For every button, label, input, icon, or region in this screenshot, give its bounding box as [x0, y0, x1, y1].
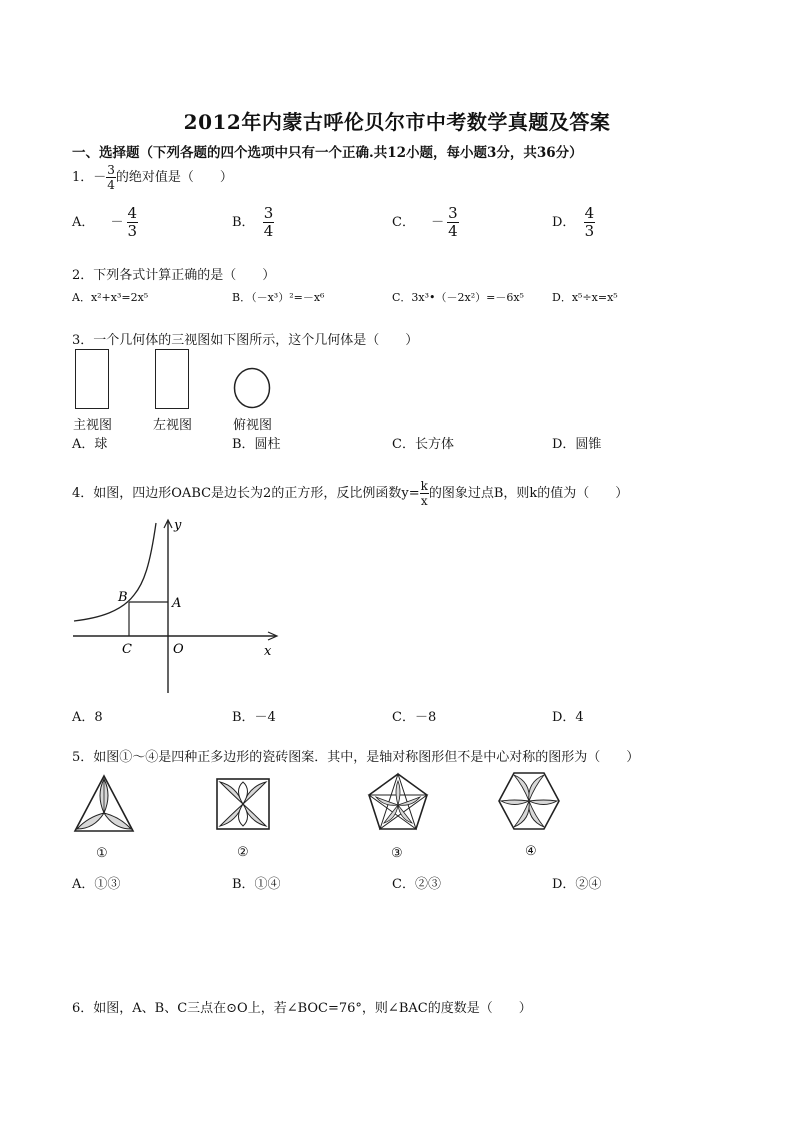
q4-option-d: D．4 — [552, 710, 584, 725]
tile-figure-2 — [214, 776, 272, 832]
x-axis-label: x — [264, 644, 272, 659]
point-c-label: C — [122, 642, 132, 657]
point-b-label: B — [118, 590, 128, 605]
section-heading: 一、选择题（下列各题的四个选项中只有一个正确.共12小题，每小题3分，共36分） — [72, 145, 583, 161]
q1-suffix: 的绝对值是（ ） — [115, 170, 233, 185]
q3-option-d: D．圆锥 — [552, 437, 602, 452]
q1-option-b-fraction: $\frac{3}{4}$ — [263, 204, 274, 240]
front-view-rectangle — [75, 349, 109, 409]
function-fraction: $\frac{k}{x}$ — [420, 479, 428, 508]
figure-4-label: ④ — [525, 844, 537, 859]
point-o-label: O — [173, 642, 184, 657]
figure-3-label: ③ — [391, 846, 403, 861]
q1-option-d: D． $\frac{4}{3}$ — [552, 204, 595, 240]
top-view-label: 俯视图 — [233, 418, 273, 433]
top-view-circle — [232, 366, 272, 410]
q3-option-c: C．长方体 — [392, 437, 454, 452]
y-axis-label: y — [174, 518, 182, 533]
q1-option-d-fraction: $\frac{4}{3}$ — [584, 204, 595, 240]
q1-option-a: A． － $\frac{4}{3}$ — [72, 204, 138, 240]
q4-graph — [70, 515, 290, 695]
tile-figure-4 — [496, 770, 562, 832]
question-4: 4．如图，四边形OABC是边长为2的正方形，反比例函数y= $\frac{k}{x}$ 的图象过点B，则k的值为（ ） — [72, 479, 629, 508]
q1-option-c: C． － $\frac{3}{4}$ — [392, 204, 458, 240]
q3-option-a: A．球 — [72, 437, 108, 452]
tile-figure-1 — [72, 773, 136, 835]
figure-1-label: ① — [96, 846, 108, 861]
q1-option-b: B． $\frac{3}{4}$ — [232, 204, 274, 240]
q2-option-d: D．x⁵÷x=x⁵ — [552, 291, 618, 304]
q4-option-b: B．－4 — [232, 710, 276, 725]
function-lhs: y= — [401, 486, 420, 501]
q2-option-c: C．3x³•（－2x²）=－6x⁵ — [392, 291, 524, 304]
q4-option-c: C．－8 — [392, 710, 437, 725]
hyperbola-curve — [74, 523, 156, 621]
figure-2-label: ② — [237, 845, 249, 860]
q1-prefix: 1．－ — [72, 170, 107, 185]
side-view-rectangle — [155, 349, 189, 409]
q1-option-c-fraction: $\frac{3}{4}$ — [448, 204, 458, 240]
q1-option-a-fraction: $\frac{4}{3}$ — [127, 204, 138, 240]
q5-option-d: D．②④ — [552, 877, 602, 892]
page-title: 2012年内蒙古呼伦贝尔市中考数学真题及答案 — [183, 110, 611, 134]
question-3: 3．一个几何体的三视图如下图所示，这个几何体是（ ） — [72, 333, 419, 348]
q4-option-a: A．8 — [72, 710, 103, 725]
q5-option-b: B．①④ — [232, 877, 281, 892]
question-2: 2．下列各式计算正确的是（ ） — [72, 268, 276, 283]
point-a-label: A — [172, 596, 182, 611]
question-1 — [72, 164, 233, 191]
q5-option-c: C．②③ — [392, 877, 441, 892]
question-5: 5．如图①～④是四种正多边形的瓷砖图案．其中，是轴对称图形但不是中心对称的图形为（ ） — [72, 750, 640, 765]
tile-figure-3 — [366, 771, 430, 833]
q2-option-a: A．x²+x³=2x⁵ — [72, 291, 149, 304]
q2-option-b: B．（－x³）²=－x⁶ — [232, 291, 325, 304]
question-6: 6．如图，A、B、C三点在⊙O上，若∠BOC=76°，则∠BAC的度数是（ ） — [72, 1001, 532, 1016]
side-view-label: 左视图 — [153, 418, 193, 433]
q3-option-b: B．圆柱 — [232, 437, 281, 452]
q5-option-a: A．①③ — [72, 877, 121, 892]
q1-fraction: $\frac{3}{4}$ — [107, 163, 115, 192]
front-view-label: 主视图 — [73, 418, 113, 433]
